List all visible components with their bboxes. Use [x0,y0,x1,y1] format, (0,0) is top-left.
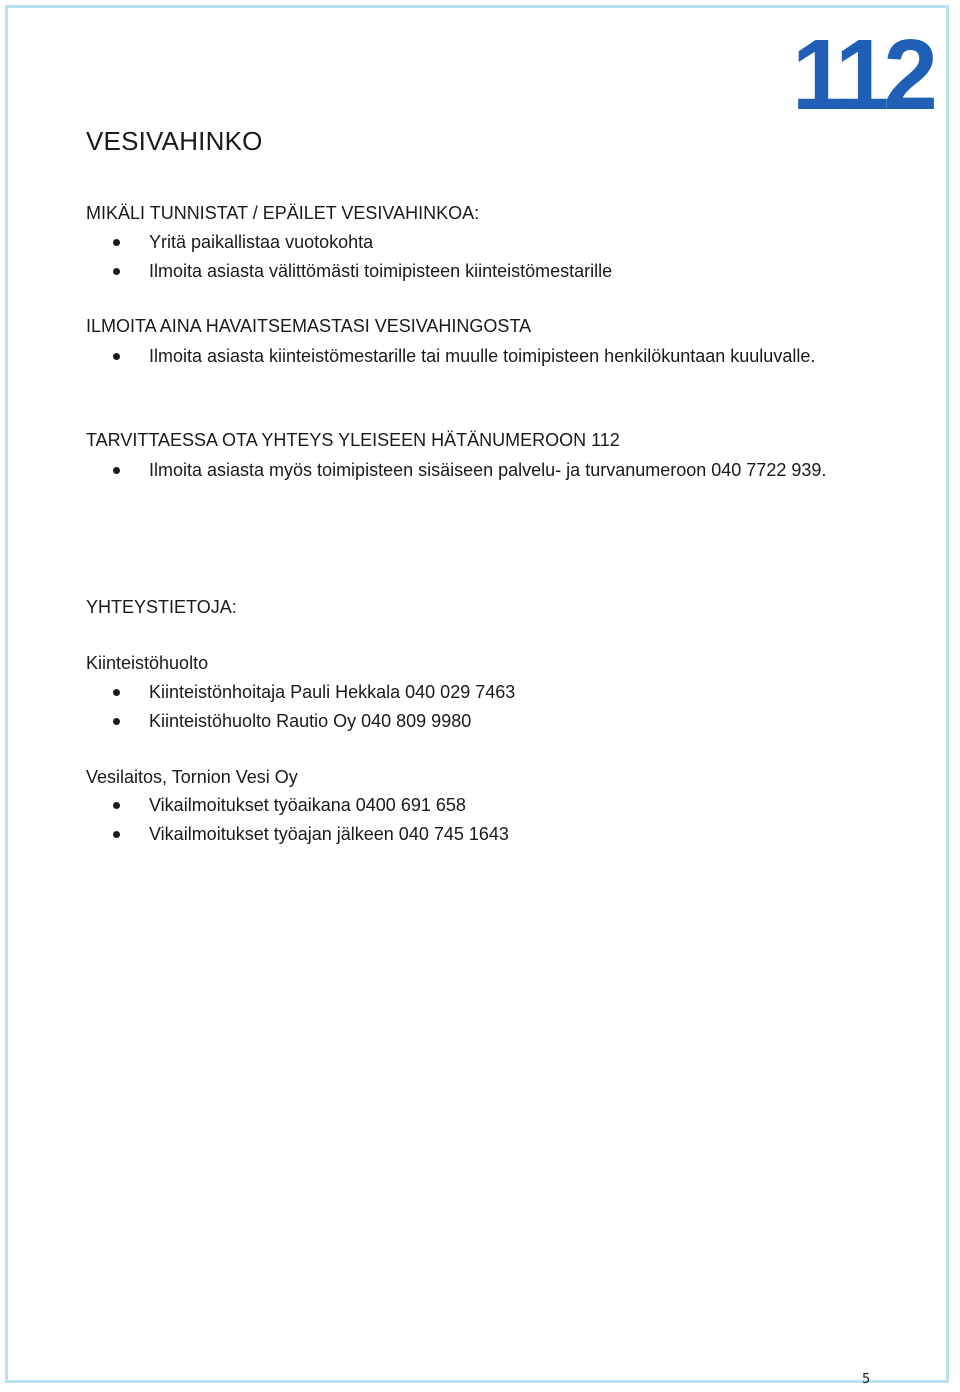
bullet-icon [113,802,120,809]
svg-text:112: 112 [792,33,934,113]
emergency-112-logo [790,33,934,113]
list-item: Ilmoita asiasta myös toimipisteen sisäiseen palvelu- ja turvanumeroon 040 7722 939. [116,456,836,485]
page-number: 5 [862,1372,871,1387]
list-item: Ilmoita asiasta kiinteistömestarille tai muulle toimipisteen henkilökuntaan kuuluvalle. [116,342,836,371]
contact-group-label-water: Vesilaitos, Tornion Vesi Oy [86,767,298,787]
section-heading-suspect: MIKÄLI TUNNISTAT / EPÄILET VESIVAHINKOA: [86,203,480,223]
list-item: Yritä paikallistaa vuotokohta [116,228,836,257]
list-item: Kiinteistöhuolto Rautio Oy 040 809 9980 [116,707,836,736]
page-title: VESIVAHINKO [86,126,263,156]
list-item: Vikailmoitukset työajan jälkeen 040 745 1643 [116,820,836,849]
bullet-icon [113,831,120,838]
bullet-icon [113,239,120,246]
section-heading-report: ILMOITA AINA HAVAITSEMASTASI VESIVAHINGOSTA [86,316,532,336]
section-heading-contacts: YHTEYSTIETOJA: [86,597,237,617]
contact-group-label-property: Kiinteistöhuolto [86,653,209,673]
bullet-icon [113,268,120,275]
list-item: Ilmoita asiasta välittömästi toimipisteen kiinteistömestarille [116,257,836,286]
section-heading-emergency: TARVITTAESSA OTA YHTEYS YLEISEEN HÄTÄNUMEROON 112 [86,430,620,450]
bullet-icon [113,689,120,696]
bullet-icon [113,353,120,360]
bullet-icon [113,718,120,725]
list-item: Kiinteistönhoitaja Pauli Hekkala 040 029 7463 [116,678,836,707]
list-item: Vikailmoitukset työaikana 0400 691 658 [116,791,836,820]
bullet-icon [113,467,120,474]
